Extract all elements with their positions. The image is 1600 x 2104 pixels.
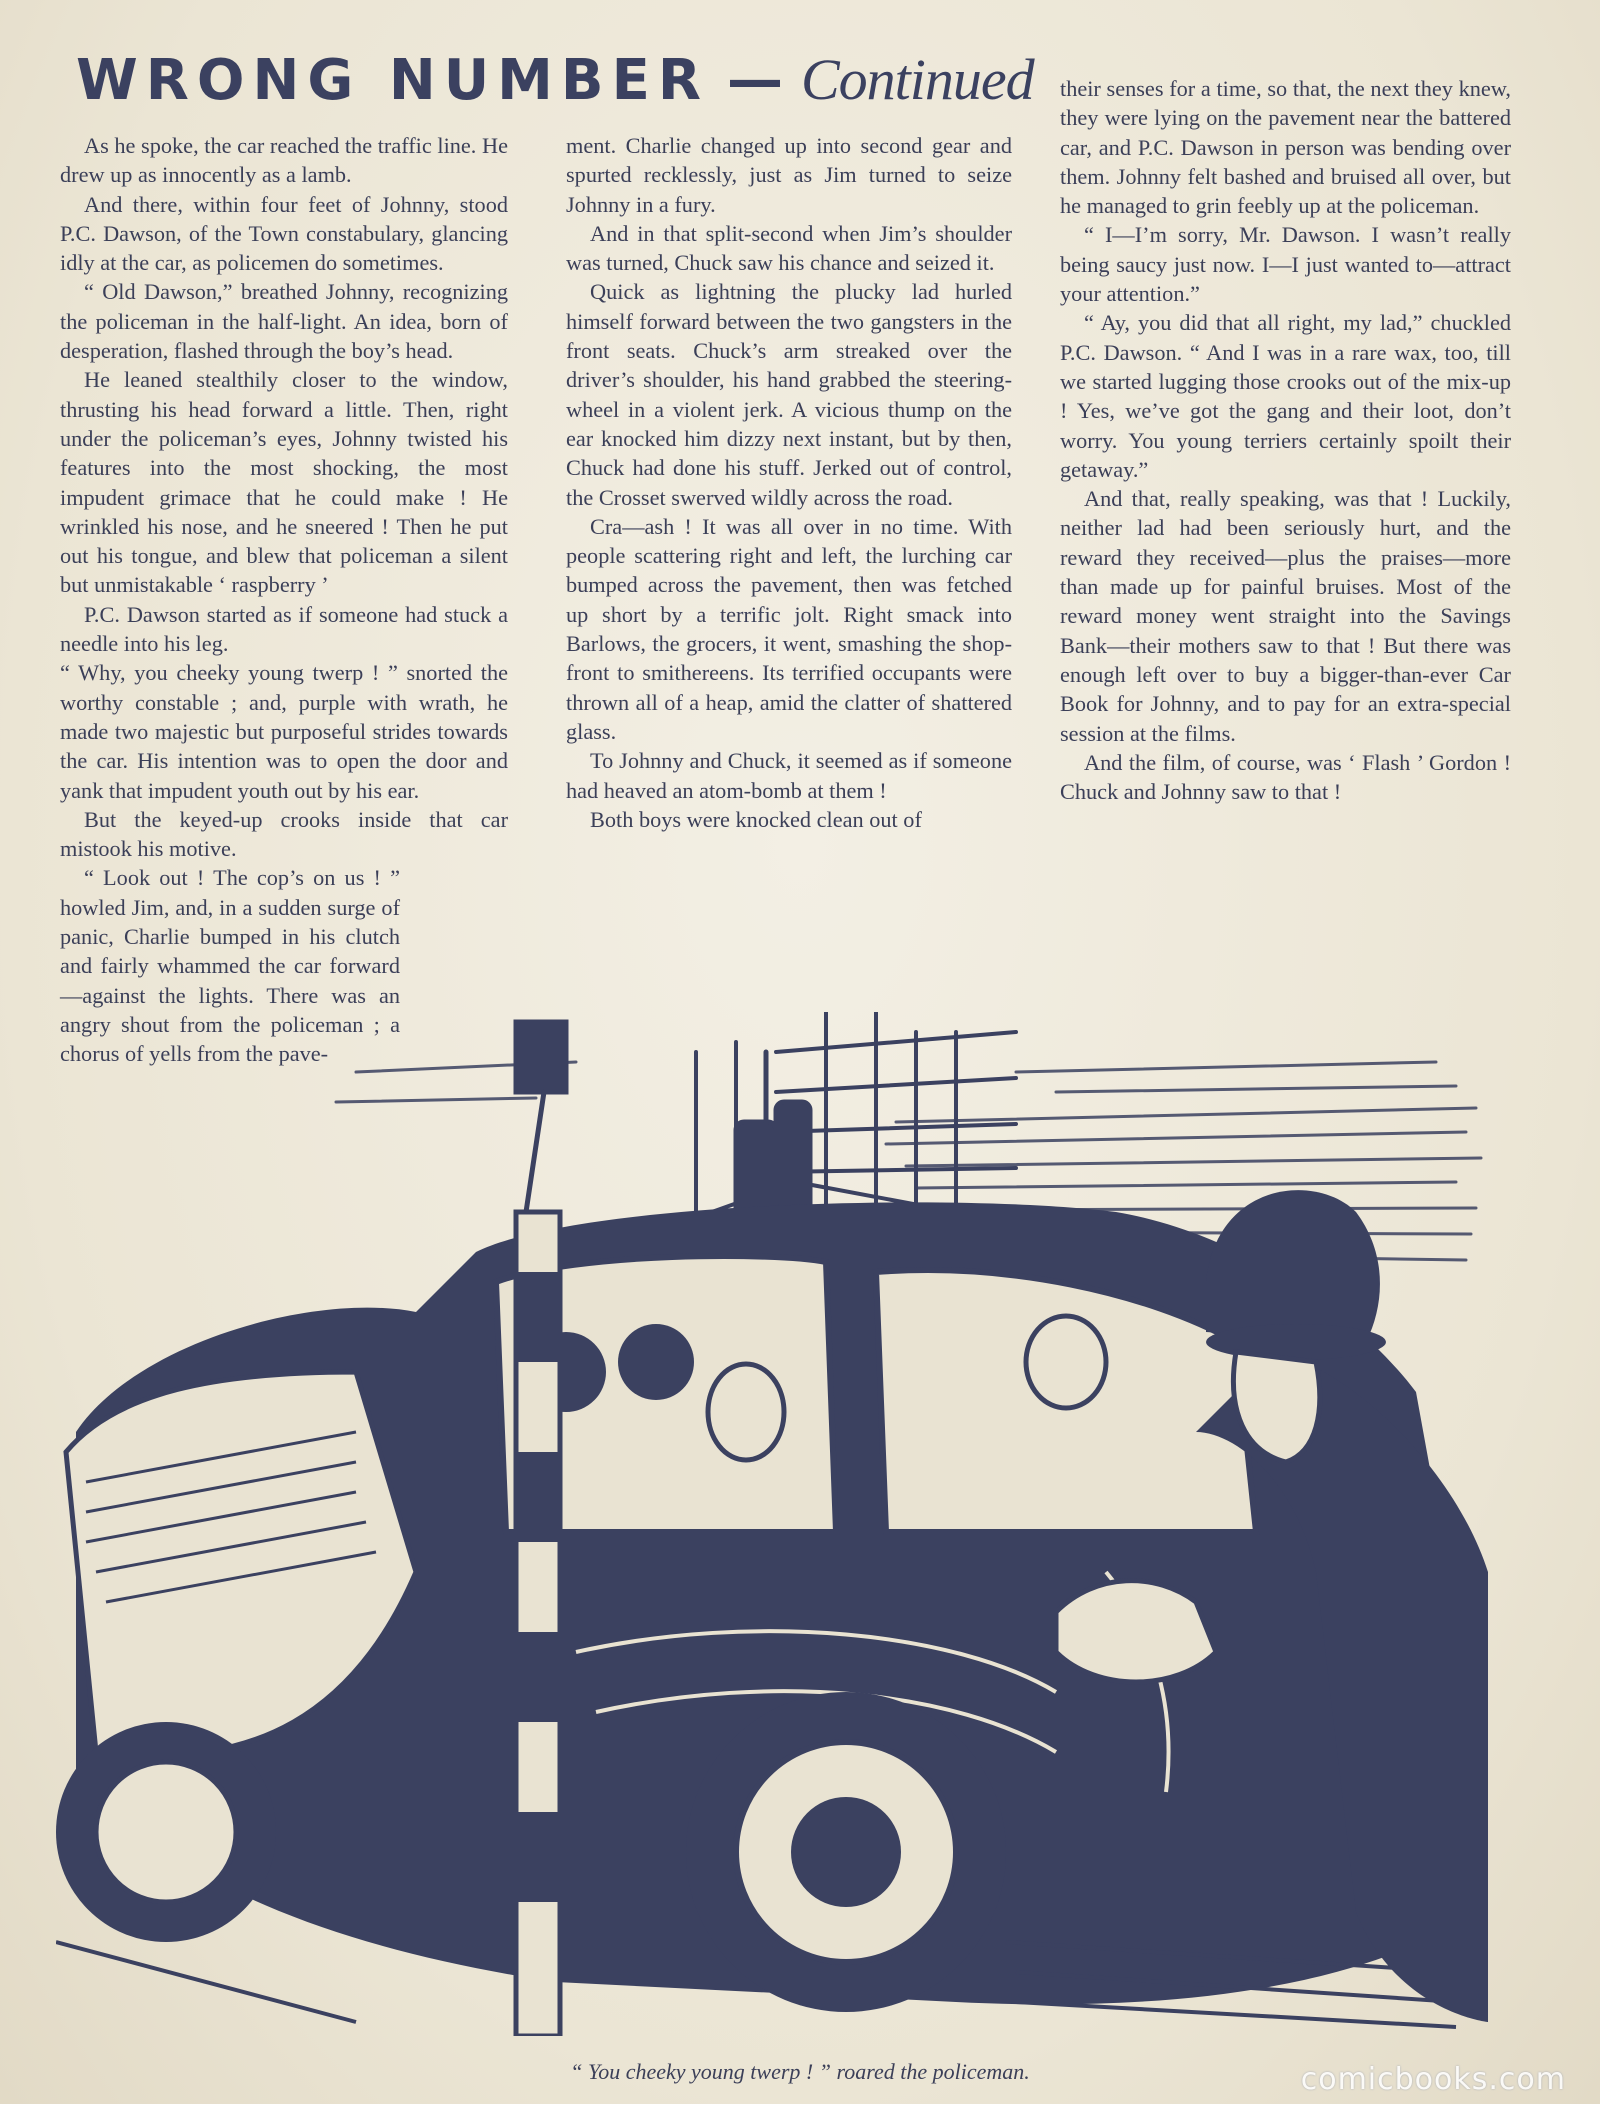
paragraph: “ I—I’m sorry, Mr. Dawson. I wasn’t really being saucy just now. I—I just wanted to—attract your attention.” [1060,222,1511,307]
lamp-post [516,1022,566,1212]
title-main: WRONG NUMBER [76,48,709,113]
title-dash: — [726,48,783,113]
paragraph: ment. Charlie changed up into second gear and spurted recklessly, just as Jim turned to seize Johnny in a fury. [566,133,1012,217]
paragraph: “ Old Dawson,” breathed Johnny, recognizing the policeman in the half-light. An idea, born of desperation, flashed through the boy’s head. [60,279,508,364]
paragraph: But the keyed-up crooks inside that car mistook his motive. [60,806,508,862]
paragraph: And that, really speaking, was that ! Luckily, neither lad had been seriously hurt, and the reward they received—plus the praises—more than made up for painful bruises. Most of the reward money went straight into the Savings Bank—their mothers saw to that ! But there was enough left over to buy a bigger-than-ever Car Book for Johnny, and to pay for an extra-special session at the films. [1060,486,1511,746]
illustration-caption: “ You cheeky young twerp ! ” roared the policeman. [570,2059,1030,2084]
paragraph: He leaned stealthily closer to the window, thrusting his head forward a little. Then, right under the policeman’s eyes, Johnny twisted his features into the most shocking, the most impudent grimace that he could make ! He wrinkled his nose, and he sneered ! Then he put out his tongue, and blew that policeman a silent but unmistakable ‘ raspberry ’ [60,367,508,598]
car-policeman-illustration [56,1012,1488,2036]
paragraph: their senses for a time, so that, the next they knew, they were lying on the pavement near the battered car, and P.C. Dawson in person was bending over them. Johnny felt bashed and bruised all over, but he managed to grin feebly up at the policeman. [1060,76,1511,219]
text-column-1 [60,131,508,1069]
paragraph: Both boys were knocked clean out of [590,806,922,832]
title-continued: Continued [800,47,1034,112]
paragraph: Quick as lightning the plucky lad hurled himself forward between the two gangsters in the front seats. Chuck’s arm streaked over the driver’s shoulder, his hand grabbed the steering-wheel in a violent jerk. A vicious thump on the ear knocked him dizzy next instant, but by then, Chuck had done his stuff. Jerked out of control, the Crosset swerved wildly across the road. [566,279,1012,510]
text-column-2 [566,131,1012,834]
text-column-3 [1060,74,1511,806]
paragraph: “ Look out ! The cop’s on us ! ” howled Jim, and, in a sudden surge of panic, Charlie bumped in his clutch and fairly whammed the car forward—against the lights. There was an angry shout from the policeman ; a chorus of yells from the pave- [60,865,400,1067]
watermark-text: comicbooks.com [1300,2062,1566,2097]
paragraph: P.C. Dawson started as if someone had stuck a needle into his leg. [60,601,508,657]
paragraph: As he spoke, the car reached the traffic line. He drew up as innocently as a lamb. [60,133,508,188]
paragraph: And the film, of course, was ‘ Flash ’ Gordon ! Chuck and Johnny saw to that ! [1060,749,1511,805]
story-title [76,46,1034,126]
paragraph: Cra—ash ! It was all over in no time. With people scattering right and left, the lurching car bumped across the pavement, then was fetched up short by a terrific jolt. Right smack into Barlows, the grocers, it went, smashing the shop-front to smithereens. Its terrified occupants were thrown all of a heap, amid the clatter of shattered glass. [566,513,1012,744]
belisha-pole [516,1212,560,2036]
paragraph: “ Ay, you did that all right, my lad,” chuckled P.C. Dawson. “ And I was in a rare wax, too, till we started lugging those crooks out of the mix-up ! Yes, we’ve got the gang and their loot, don’t worry. You young terriers certainly spoilt their getaway.” [1060,310,1511,482]
traffic-light [736,1052,810,1222]
paragraph: And there, within four feet of Johnny, stood P.C. Dawson, of the Town constabulary, glancing idly at the car, as policemen do sometimes. [60,191,508,276]
paragraph: To Johnny and Chuck, it seemed as if someone had heaved an atom-bomb at them ! [566,748,1012,803]
paragraph: And in that split-second when Jim’s shoulder was turned, Chuck saw his chance and seized it. [566,220,1012,276]
paragraph: “ Why, you cheeky young twerp ! ” snorted the worthy constable ; and, purple with wrath, he made two majestic but purposeful strides towards the car. His intention was to open the door and yank that impudent youth out by his ear. [60,660,508,803]
